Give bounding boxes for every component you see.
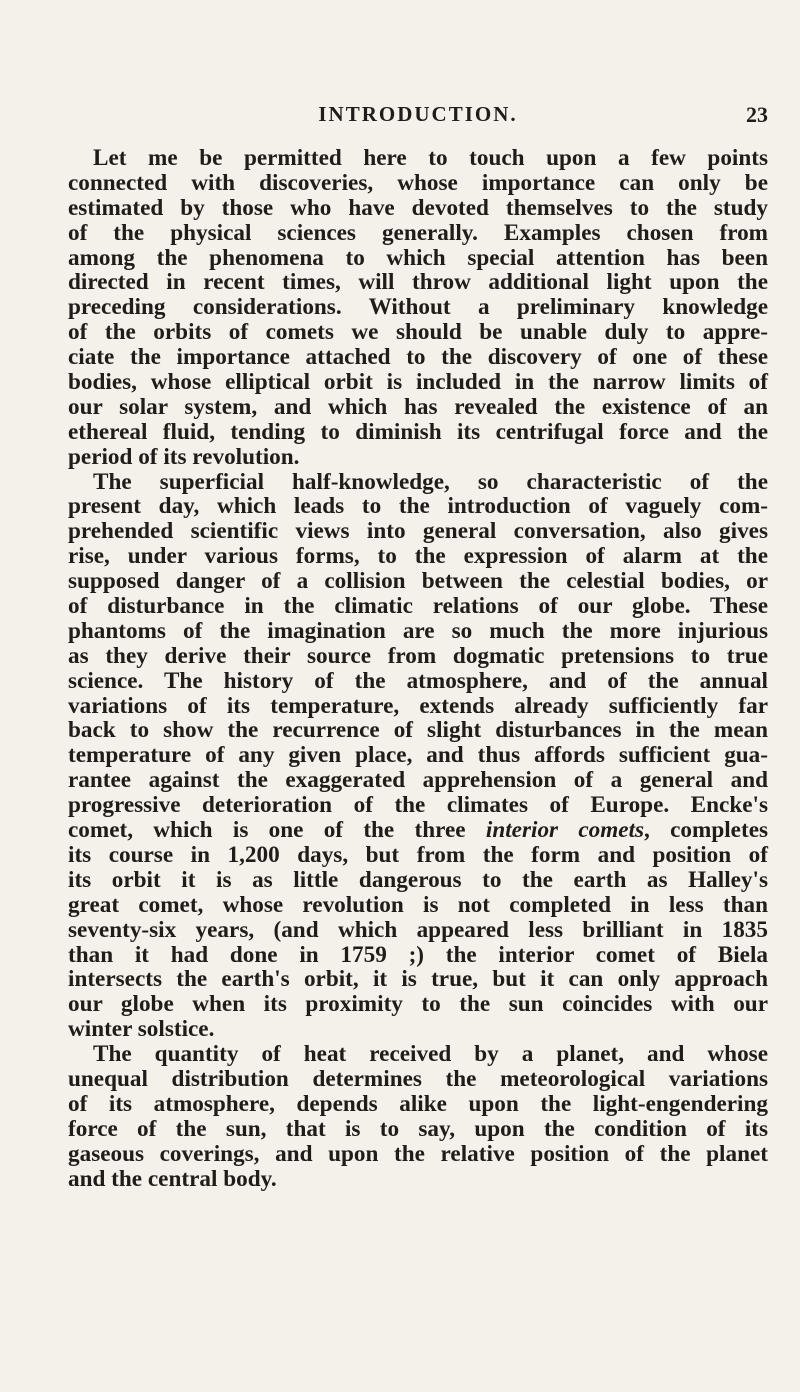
text-line: directed in recent times, will throw additional light upon the <box>68 269 768 296</box>
paragraph <box>68 470 768 1042</box>
text-line: The superficial half-knowledge, so characteristic of the <box>93 468 768 495</box>
text-line: phantoms of the imagination are so much the more injurious <box>68 617 768 644</box>
text-line: of disturbance in the climatic relations of our globe. These <box>68 593 768 620</box>
text-line: present day, which leads to the introduction of vaguely com- <box>68 493 768 520</box>
text-line: rise, under various forms, to the expression of alarm at the <box>68 543 768 570</box>
text-line: temperature of any given place, and thus affords sufficient gua- <box>68 742 768 769</box>
text-line: back to show the recurrence of slight disturbances in the mean <box>68 717 768 744</box>
text-line: of the orbits of comets we should be unable duly to appre- <box>68 319 768 346</box>
text-line: supposed danger of a collision between the celestial bodies, or <box>68 568 768 595</box>
text-line: preceding considerations. Without a preliminary knowledge <box>68 294 768 321</box>
text-line: rantee against the exaggerated apprehension of a general and <box>68 767 768 794</box>
text-line: among the phenomena to which special attention has been <box>68 244 768 271</box>
running-title: INTRODUCTION. <box>318 102 518 126</box>
text-line: intersects the earth's orbit, it is true, but it can only approach <box>68 966 768 993</box>
text-line: comet, which is one of the three interior comets, completes <box>68 817 769 844</box>
text-line: ciate the importance attached to the discovery of one of these <box>68 344 768 371</box>
text-line: estimated by those who have devoted themselves to the study <box>68 194 768 221</box>
text-line: of the physical sciences generally. Examples chosen from <box>68 219 768 246</box>
text-line: our solar system, and which has revealed the existence of an <box>68 393 768 420</box>
text-line: our globe when its proximity to the sun coincides with our <box>68 991 768 1018</box>
text-line: period of its revolution. <box>68 443 300 470</box>
text-line: than it had done in 1759 ;) the interior comet of Biela <box>68 941 768 968</box>
text-line: winter solstice. <box>68 1016 215 1043</box>
paragraph <box>68 146 768 470</box>
text-line: bodies, whose elliptical orbit is included in the narrow limits of <box>68 369 768 396</box>
text-line: prehended scientific views into general conversation, also gives <box>68 518 768 545</box>
paragraph <box>68 1042 768 1191</box>
page-number: 23 <box>746 102 768 127</box>
text-line: its orbit it is as little dangerous to the earth as Halley's <box>68 866 768 893</box>
text-line: variations of its temperature, extends already sufficiently far <box>68 692 768 719</box>
text-line: and the central body. <box>68 1165 277 1192</box>
text-line: gaseous coverings, and upon the relative position of the planet <box>68 1140 768 1167</box>
text-line: of its atmosphere, depends alike upon the light-engendering <box>68 1090 768 1117</box>
text-line: great comet, whose revolution is not completed in less than <box>68 891 768 918</box>
text-line: as they derive their source from dogmatic pretensions to true <box>68 642 768 669</box>
text-line: The quantity of heat received by a planet, and whose <box>93 1041 768 1068</box>
running-head <box>68 102 768 132</box>
body-text <box>68 146 768 1191</box>
text-line: science. The history of the atmosphere, and of the annual <box>68 667 768 694</box>
text-line: seventy-six years, (and which appeared less brilliant in 1835 <box>68 916 768 943</box>
text-line: connected with discoveries, whose importance can only be <box>68 169 768 196</box>
text-line: progressive deterioration of the climates of Europe. Encke's <box>68 792 768 819</box>
text-line: force of the sun, that is to say, upon the condition of its <box>68 1115 768 1142</box>
text-line: its course in 1,200 days, but from the form and position of <box>68 841 768 868</box>
text-line: Let me be permitted here to touch upon a few points <box>93 145 768 171</box>
text-line: unequal distribution determines the meteorological variations <box>68 1065 768 1092</box>
text-line: ethereal fluid, tending to diminish its centrifugal force and the <box>68 418 768 445</box>
